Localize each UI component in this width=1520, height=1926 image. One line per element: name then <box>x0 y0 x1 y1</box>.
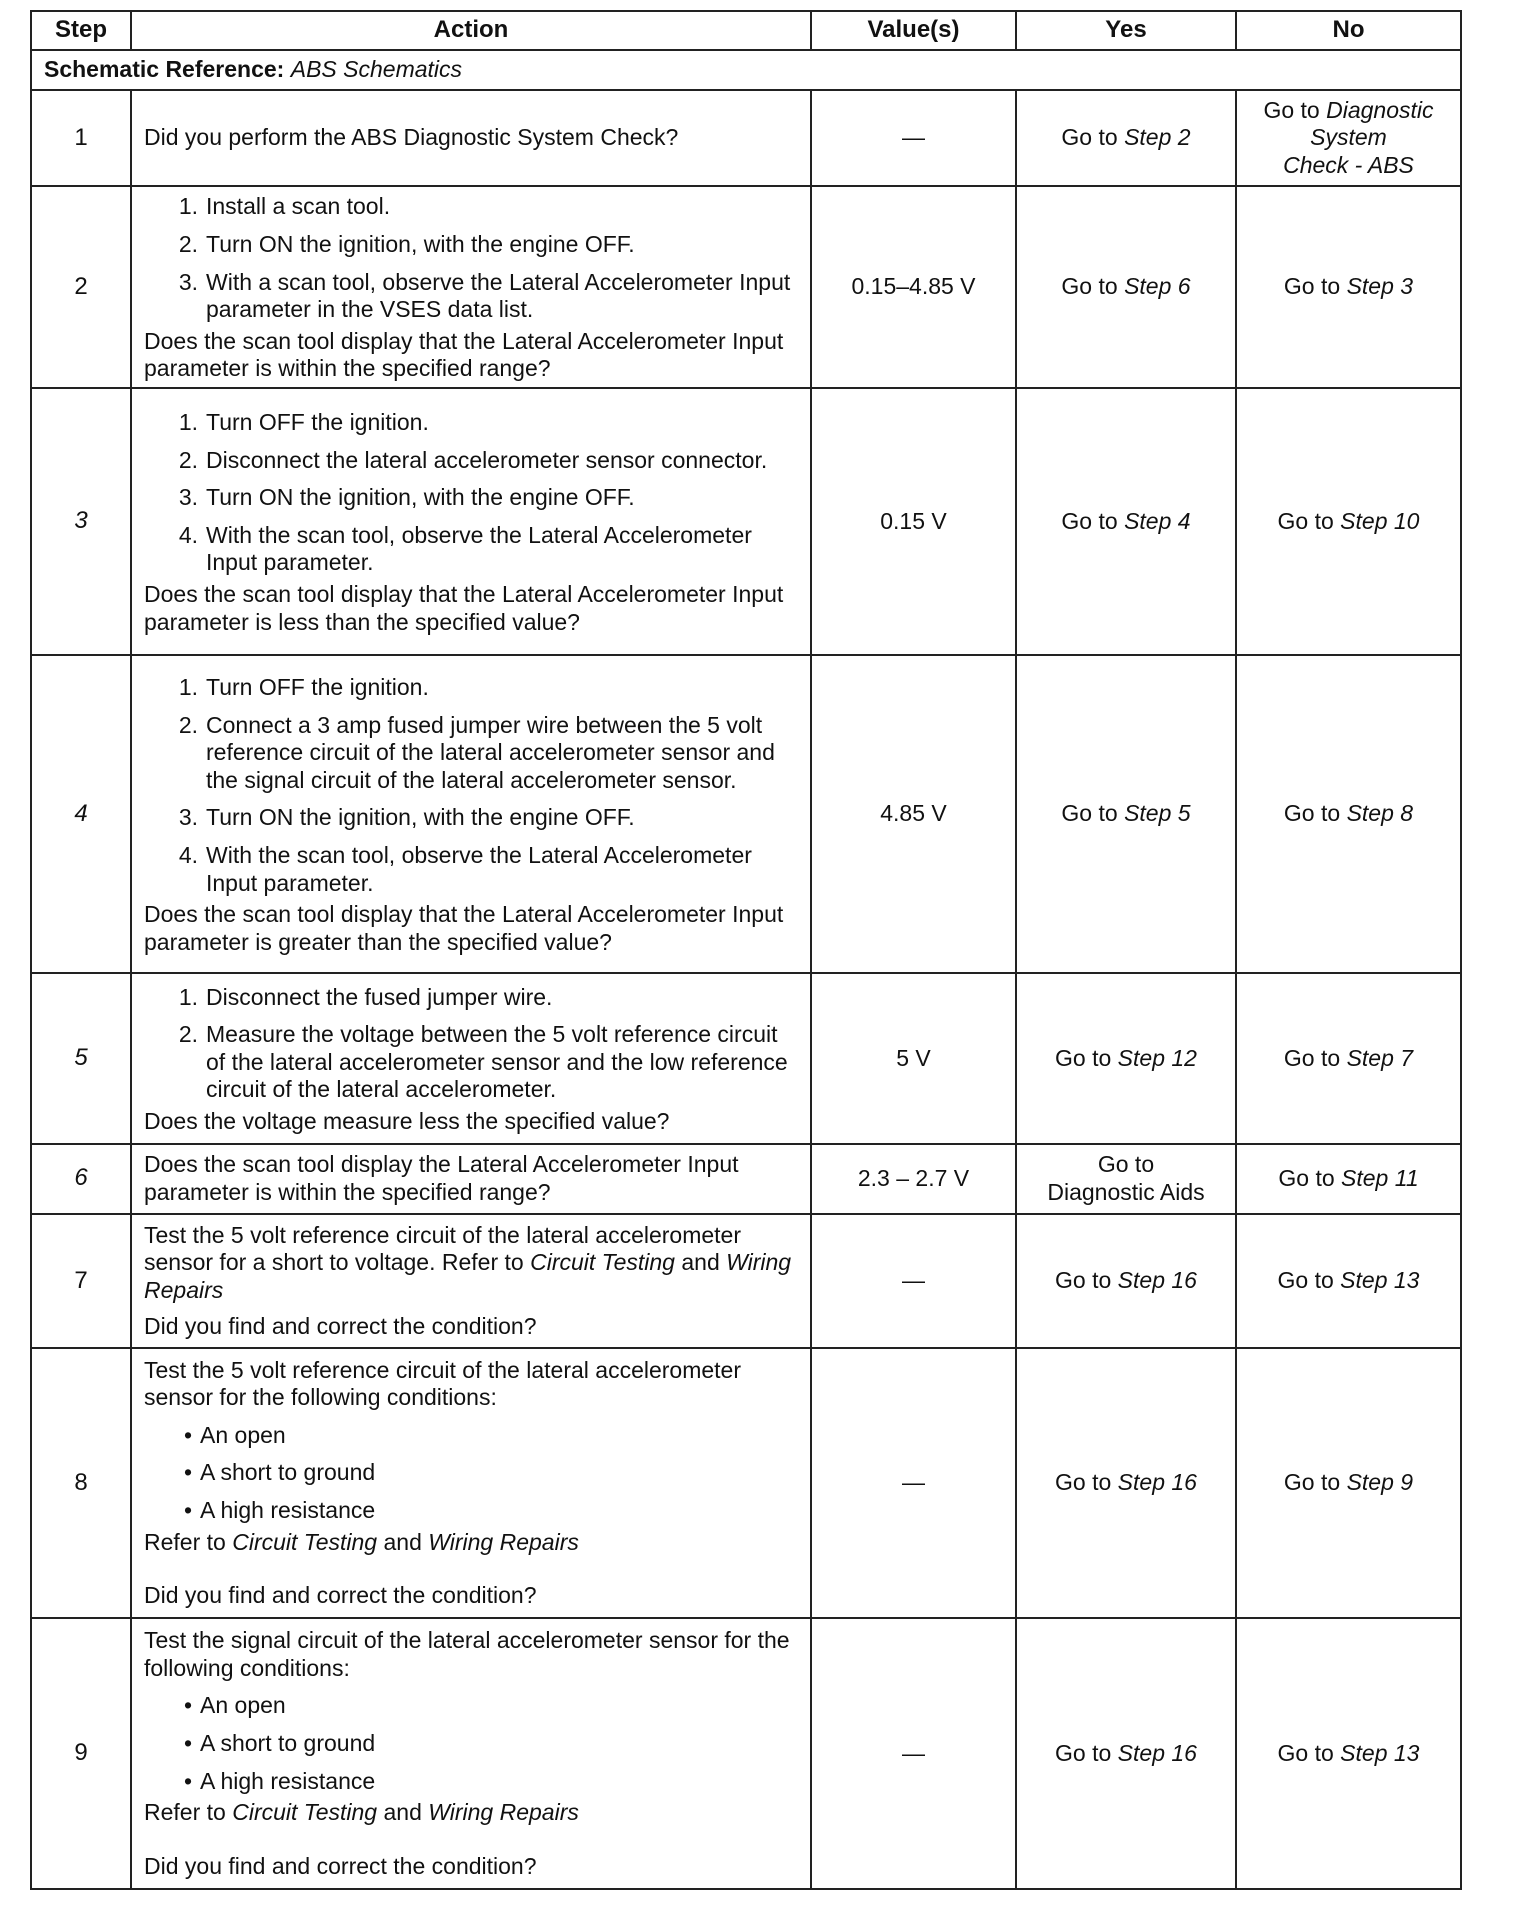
step-row-6 <box>31 1144 1461 1214</box>
step-question: Did you perform the ABS Diagnostic System Check? <box>144 124 679 151</box>
yes-link[interactable]: Step 16 <box>1117 1267 1197 1294</box>
list-item: 2. Measure the voltage between the 5 volt reference circuit of the lateral accelerometer sensor and the low reference circuit of the lateral accelerometer. <box>178 1021 788 1103</box>
list-item: • A high resistance <box>183 1497 376 1524</box>
step-value: — <box>811 1618 1016 1889</box>
step-value: 0.15 V <box>811 388 1016 654</box>
numbered-list <box>144 674 798 897</box>
step-row-9 <box>31 1618 1461 1889</box>
step-row-1 <box>31 90 1461 186</box>
list-item: 2. Connect a 3 amp fused jumper wire between the 5 volt reference circuit of the lateral accelerometer sensor and the signal circuit of the lateral accelerometer sensor. <box>178 711 775 793</box>
step-action <box>131 1214 811 1348</box>
no-cell: Go to Step 8 <box>1236 655 1461 974</box>
step-value: 4.85 V <box>811 655 1016 974</box>
step-instruction: Test the 5 volt reference circuit of the lateral accelerometer sensor for a short to voltage. Refer to Circuit Testing and Wiring Repairs <box>144 1221 792 1303</box>
numbered-list <box>144 193 798 323</box>
schematic-row <box>31 50 1461 90</box>
step-action <box>131 1144 811 1214</box>
no-cell: Go to Step 11 <box>1236 1144 1461 1214</box>
no-link[interactable]: Step 10 <box>1340 507 1420 534</box>
yes-link[interactable]: Step 6 <box>1124 273 1191 300</box>
no-cell: Go to Step 13 <box>1236 1618 1461 1889</box>
refer-text: Refer to Circuit Testing and Wiring Repairs <box>144 1528 579 1555</box>
step-value: 2.3 – 2.7 V <box>811 1144 1016 1214</box>
header-step: Step <box>31 11 131 50</box>
yes-cell: Go to Step 16 <box>1016 1618 1236 1889</box>
list-item: 1. Disconnect the fused jumper wire. <box>178 983 553 1010</box>
list-item: 3. With a scan tool, observe the Lateral Accelerometer Input parameter in the VSES data list. <box>178 268 791 323</box>
no-link[interactable]: Step 7 <box>1346 1044 1414 1071</box>
step-action <box>131 186 811 388</box>
step-number: 3 <box>31 388 131 654</box>
list-item: • An open <box>183 1692 286 1719</box>
numbered-list <box>144 409 798 577</box>
step-question: Does the scan tool display that the Lateral Accelerometer Input parameter is less than the specified value? <box>144 581 784 635</box>
step-value: 0.15–4.85 V <box>811 186 1016 388</box>
numbered-list <box>144 984 798 1104</box>
yes-link[interactable]: Step 5 <box>1124 800 1191 827</box>
step-row-7 <box>31 1214 1461 1348</box>
yes-link[interactable]: Step 16 <box>1117 1739 1197 1766</box>
yes-cell <box>1016 1144 1236 1214</box>
schematic-link[interactable]: ABS Schematics <box>290 56 463 83</box>
yes-cell: Go to Step 12 <box>1016 973 1236 1143</box>
list-item: 4. With the scan tool, observe the Lateral Accelerometer Input parameter. <box>178 521 752 576</box>
yes-cell: Go to Step 6 <box>1016 186 1236 388</box>
header-row <box>31 11 1461 50</box>
step-value: — <box>811 1348 1016 1618</box>
step-value: — <box>811 90 1016 186</box>
list-item: • A short to ground <box>183 1459 376 1486</box>
no-link-line2[interactable]: System <box>1310 124 1387 151</box>
bullet-list <box>144 1422 798 1525</box>
list-item: 4. With the scan tool, observe the Lateral Accelerometer Input parameter. <box>178 841 752 896</box>
step-question: Does the scan tool display that the Lateral Accelerometer Input parameter is within the specified range? <box>144 327 784 382</box>
list-item: • A high resistance <box>183 1767 376 1794</box>
schematic-label: Schematic Reference: <box>44 56 285 83</box>
list-item: 1. Turn OFF the ignition. <box>178 673 429 700</box>
step-instruction: Test the signal circuit of the lateral accelerometer sensor for the following conditions: <box>144 1627 790 1681</box>
no-link[interactable]: Diagnostic <box>1326 96 1434 123</box>
step-action <box>131 90 811 186</box>
step-action <box>131 388 811 654</box>
wiring-repairs-link[interactable]: Wiring Repairs <box>428 1799 579 1826</box>
no-link-line3[interactable]: Check - ABS <box>1283 151 1414 178</box>
list-item: 1. Install a scan tool. <box>178 193 391 220</box>
refer-text: Refer to Circuit Testing and Wiring Repairs <box>144 1799 579 1826</box>
header-value: Value(s) <box>811 11 1016 50</box>
yes-link[interactable]: Diagnostic Aids <box>1047 1178 1205 1205</box>
step-number: 2 <box>31 186 131 388</box>
step-number: 6 <box>31 1144 131 1214</box>
list-item: • An open <box>183 1421 286 1448</box>
yes-link[interactable]: Step 16 <box>1117 1469 1197 1496</box>
schematic-reference <box>31 50 1461 90</box>
step-question: Did you find and correct the condition? <box>144 1312 537 1339</box>
circuit-testing-link[interactable]: Circuit Testing <box>530 1249 675 1276</box>
wiring-repairs-link[interactable]: Wiring Repairs <box>144 1249 792 1303</box>
step-action <box>131 973 811 1143</box>
no-link[interactable]: Step 9 <box>1346 1469 1414 1496</box>
yes-cell: Go to Step 16 <box>1016 1214 1236 1348</box>
step-question: Does the scan tool display that the Lateral Accelerometer Input parameter is greater than the specified value? <box>144 901 784 955</box>
header-no: No <box>1236 11 1461 50</box>
list-item: • A short to ground <box>183 1729 376 1756</box>
step-value: 5 V <box>811 973 1016 1143</box>
step-row-2 <box>31 186 1461 388</box>
yes-cell: Go to Step 4 <box>1016 388 1236 654</box>
no-cell: Go to Step 9 <box>1236 1348 1461 1618</box>
step-action <box>131 1348 811 1618</box>
list-item: 3. Turn ON the ignition, with the engine OFF. <box>178 804 635 831</box>
step-question: Did you find and correct the condition? <box>144 1582 537 1609</box>
yes-cell: Go to Step 5 <box>1016 655 1236 974</box>
step-question: Did you find and correct the condition? <box>144 1852 537 1879</box>
step-question: Does the voltage measure less the specified value? <box>144 1107 670 1134</box>
step-number: 4 <box>31 655 131 974</box>
no-prefix: Go to <box>1263 96 1327 123</box>
step-number: 9 <box>31 1618 131 1889</box>
header-action: Action <box>131 11 811 50</box>
no-cell: Go to Step 10 <box>1236 388 1461 654</box>
yes-link[interactable]: Step 2 <box>1124 124 1191 151</box>
step-question: Does the scan tool display the Lateral Accelerometer Input parameter is within the specified range? <box>144 1151 739 1205</box>
step-number: 7 <box>31 1214 131 1348</box>
diagnostic-table <box>30 10 1462 1890</box>
step-row-3 <box>31 388 1461 654</box>
yes-prefix: Go to <box>1061 124 1125 151</box>
yes-link[interactable]: Step 4 <box>1124 507 1191 534</box>
list-item: 3. Turn ON the ignition, with the engine OFF. <box>178 484 635 511</box>
step-number: 5 <box>31 973 131 1143</box>
step-row-8 <box>31 1348 1461 1618</box>
no-link[interactable]: Step 11 <box>1341 1164 1419 1191</box>
no-link[interactable]: Step 13 <box>1340 1739 1420 1766</box>
no-link[interactable]: Step 8 <box>1346 800 1414 827</box>
step-action <box>131 1618 811 1889</box>
step-instruction: Test the 5 volt reference circuit of the lateral accelerometer sensor for the following conditions: <box>144 1356 742 1411</box>
no-link[interactable]: Step 13 <box>1340 1267 1420 1294</box>
step-row-4 <box>31 655 1461 974</box>
header-yes: Yes <box>1016 11 1236 50</box>
no-cell: Go to Step 13 <box>1236 1214 1461 1348</box>
bullet-list <box>144 1692 798 1795</box>
wiring-repairs-link[interactable]: Wiring Repairs <box>428 1528 579 1555</box>
yes-cell: Go to Step 16 <box>1016 1348 1236 1618</box>
circuit-testing-link[interactable]: Circuit Testing <box>232 1528 378 1555</box>
list-item: 2. Disconnect the lateral accelerometer sensor connector. <box>178 446 768 473</box>
step-number: 1 <box>31 90 131 186</box>
step-number: 8 <box>31 1348 131 1618</box>
no-cell <box>1236 90 1461 186</box>
circuit-testing-link[interactable]: Circuit Testing <box>232 1799 378 1826</box>
no-link[interactable]: Step 3 <box>1346 273 1414 300</box>
yes-link[interactable]: Step 12 <box>1117 1044 1197 1071</box>
step-value: — <box>811 1214 1016 1348</box>
step-action <box>131 655 811 974</box>
step-row-5 <box>31 973 1461 1143</box>
list-item: 2. Turn ON the ignition, with the engine OFF. <box>178 231 635 258</box>
yes-cell <box>1016 90 1236 186</box>
list-item: 1. Turn OFF the ignition. <box>178 409 429 436</box>
no-cell: Go to Step 7 <box>1236 973 1461 1143</box>
no-cell: Go to Step 3 <box>1236 186 1461 388</box>
yes-prefix: Go to <box>1097 1151 1155 1178</box>
